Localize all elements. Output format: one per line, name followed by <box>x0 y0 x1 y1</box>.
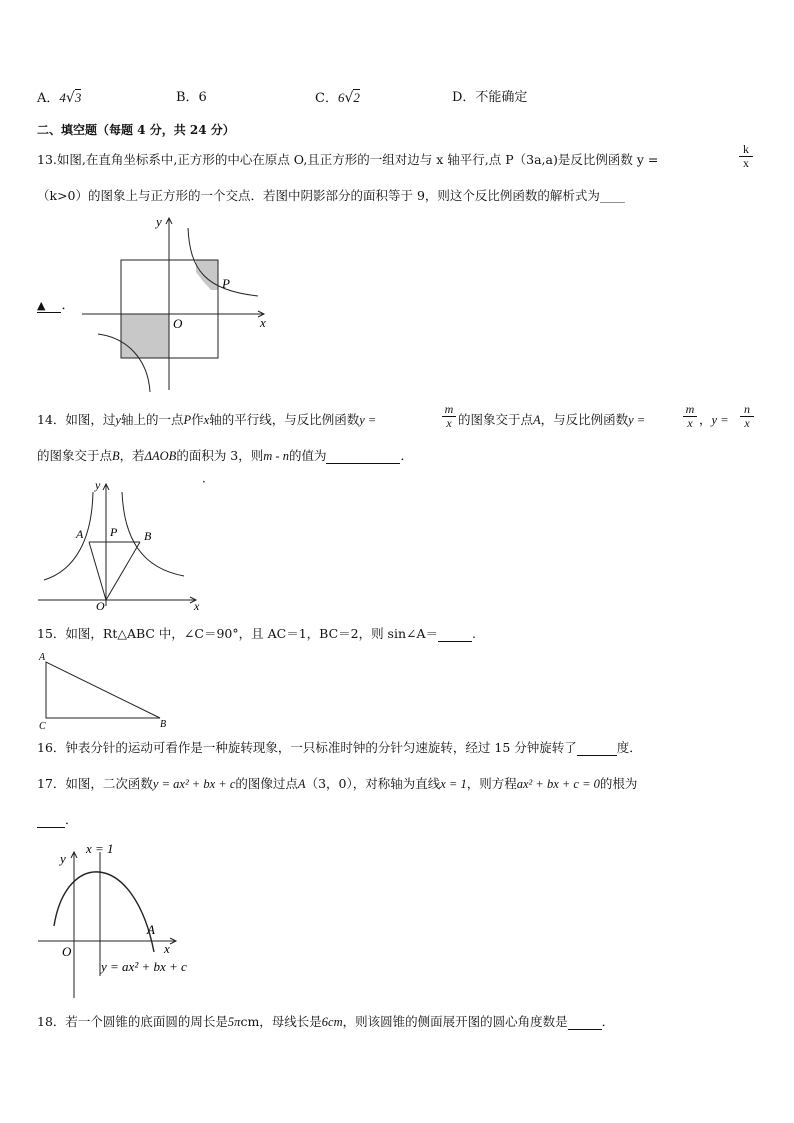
q14-fraction-3: $\frac{n}{x}$ <box>740 403 754 430</box>
q17-axis-label: x = 1 <box>86 841 114 856</box>
q18-line: 18．若一个圆锥的底面圆的周长是5πcm，母线长是6cm，则该圆锥的侧面展开图的圆心角度数是 ． <box>37 1014 615 1029</box>
q15-triangle <box>46 662 160 718</box>
q13-line1: 13.如图,在直角坐标系中,正方形的中心在原点 O,且正方形的一组对边与 x 轴平行,点 P（3a,a)是反比例函数 y = <box>37 152 659 167</box>
q13-line2: （k>0）的图象上与正方形的一个交点．若图中阴影部分的面积等于 9，则这个反比例函数的解析式为____ <box>37 188 625 203</box>
q17-x-label: x <box>164 941 170 956</box>
q14-hyperbola-left <box>44 492 93 580</box>
q14-figure <box>36 478 206 613</box>
q14-fraction-2: $\frac{m}{x}$ <box>683 403 697 430</box>
option-b: B．6 <box>176 90 207 105</box>
q14-o-label: O <box>96 599 105 613</box>
q13-p-label: P <box>222 276 230 291</box>
q14-fraction-1: $\frac{m}{x}$ <box>442 403 456 430</box>
q14-segment-ob <box>106 542 140 600</box>
q14-y-label: y <box>95 478 101 492</box>
q14-line1-c: ，y = <box>699 412 729 427</box>
q13-figure <box>80 210 280 395</box>
q14-line2: 的图象交于点B，若ΔAOB的面积为 3，则m - n的值为 ． <box>37 448 413 463</box>
q17-o-label: O <box>62 944 72 959</box>
q14-hyperbola-right <box>122 492 184 576</box>
q15-figure <box>36 650 176 730</box>
stray-dot: · <box>202 475 206 489</box>
option-a: A．4√3 <box>37 90 82 106</box>
q14-x-label: x <box>194 599 200 613</box>
q14-segment-oa <box>89 542 106 600</box>
q17-function-label: y = ax² + bx + c <box>101 959 187 974</box>
q17-figure <box>36 840 206 1005</box>
q14-p-label: P <box>110 525 118 539</box>
option-d: D．不能确定 <box>452 90 528 105</box>
q13-shaded-region-top <box>196 260 218 290</box>
q13-x-label: x <box>260 315 266 330</box>
q15-c-label: C <box>39 721 46 732</box>
q14-b-label: B <box>144 529 152 543</box>
q17-a-label: A <box>147 922 155 937</box>
q14-a-label: A <box>76 527 84 541</box>
q14-line1: 14．如图，过y轴上的一点P作x轴的平行线，与反比例函数y = <box>37 412 377 427</box>
q13-answer-blank: ▲ ． <box>37 298 75 313</box>
q17-line1: 17．如图，二次函数y = ax² + bx + c的图像过点A（3，0），对称轴为直线x = 1，则方程ax² + bx + c = 0的根为 <box>37 776 638 791</box>
q13-o-label: O <box>173 316 183 331</box>
q13-fraction: $\frac{k}{x}$ <box>739 143 753 170</box>
q13-y-label: y <box>156 214 162 229</box>
q17-y-label: y <box>60 851 66 866</box>
q15-b-label: B <box>160 719 167 730</box>
q17-line2: ． <box>37 812 78 828</box>
option-c: C．6√2 <box>315 90 360 106</box>
q13-shaded-region-bottom <box>121 314 169 358</box>
section-title: 二、填空题（每题 4 分，共 24 分） <box>37 123 235 137</box>
q15-a-label: A <box>39 652 46 663</box>
q17-parabola <box>54 872 154 952</box>
q16-line: 16．钟表分针的运动可看作是一种旋转现象，一只标准时钟的分针匀速旋转，经过 15 分钟旋转了 度． <box>37 740 642 755</box>
q15-line: 15．如图，Rt△ABC 中，∠C＝90°，且 AC＝1，BC＝2，则 sin∠A＝ . <box>37 626 477 641</box>
q14-line1-b: 的图象交于点A，与反比例函数y = <box>458 412 646 427</box>
